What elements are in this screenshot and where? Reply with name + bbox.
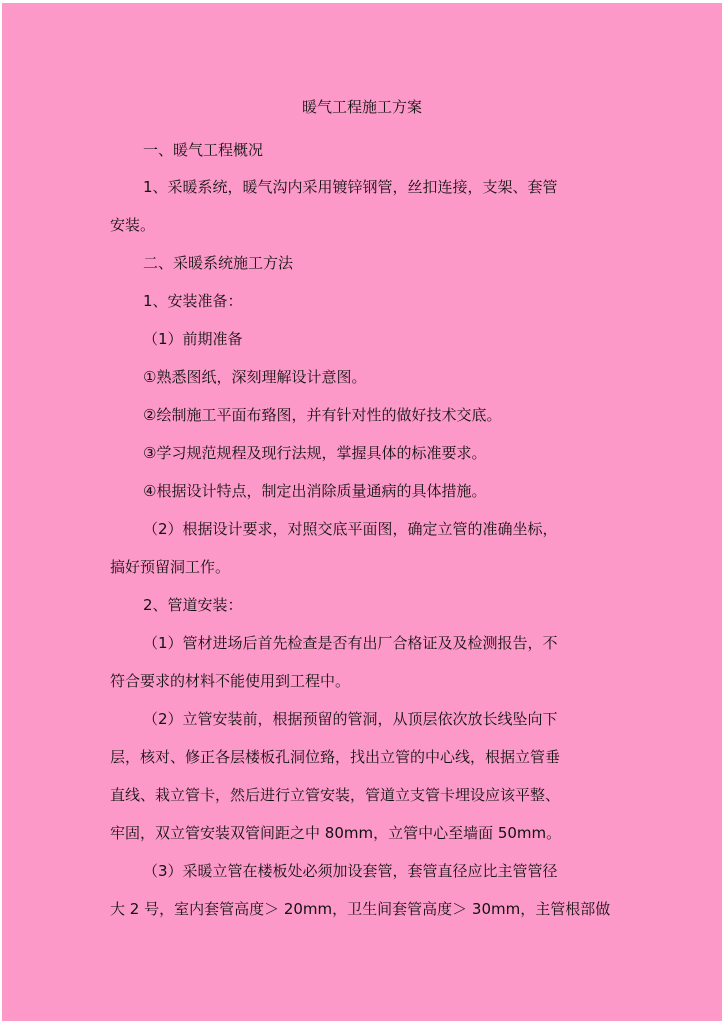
- item-heading: （1）前期准备: [143, 330, 243, 348]
- subsection-heading: 1、安装准备：: [143, 292, 243, 310]
- paragraph-line: （3）采暖立管在楼板处必须加设套管，套管直径应比主管管径: [143, 862, 558, 880]
- list-item: ①熟悉图纸，深刻理解设计意图。: [143, 368, 367, 386]
- paragraph-line: 直线、栽立管卡，然后进行立管安装，管道立支管卡埋设应该平整、: [110, 786, 561, 804]
- section-heading-overview: 一、暖气工程概况: [143, 141, 264, 159]
- paragraph-line: 大 2 号，室内套管高度＞ 20mm，卫生间套管高度＞ 30mm，主管根部做: [110, 900, 611, 918]
- paragraph-line: （1）管材进场后首先检查是否有出厂合格证及及检测报告，不: [143, 634, 558, 652]
- list-item: ②绘制施工平面布臵图，并有针对性的做好技术交底。: [143, 406, 502, 424]
- paragraph-line: 1、采暖系统，暖气沟内采用镀锌钢管，丝扣连接，支架、套管: [143, 178, 558, 196]
- paragraph-line: 安装。: [110, 216, 156, 234]
- document-page: [2, 3, 722, 1021]
- list-item: ③学习规范规程及现行法规，掌握具体的标准要求。: [143, 444, 487, 462]
- paragraph-line: 层，核对、修正各层楼板孔洞位臵，找出立管的中心线，根据立管垂: [110, 748, 561, 766]
- subsection-heading: 2、管道安装：: [143, 596, 243, 614]
- paragraph-line: 符合要求的材料不能使用到工程中。: [110, 672, 351, 690]
- paragraph-line: 牢固，双立管安装双管间距之中 80mm，立管中心至墙面 50mm。: [110, 824, 562, 842]
- section-heading-method: 二、采暖系统施工方法: [143, 254, 294, 272]
- paragraph-line: （2）立管安装前，根据预留的管洞，从顶层依次放长线坠向下: [143, 710, 558, 728]
- paragraph-line: 搞好预留洞工作。: [110, 558, 231, 576]
- list-item: ④根据设计特点，制定出消除质量通病的具体措施。: [143, 482, 487, 500]
- paragraph-line: （2）根据设计要求，对照交底平面图，确定立管的准确坐标，: [143, 520, 558, 538]
- document-title: 暖气工程施工方案: [301, 98, 422, 116]
